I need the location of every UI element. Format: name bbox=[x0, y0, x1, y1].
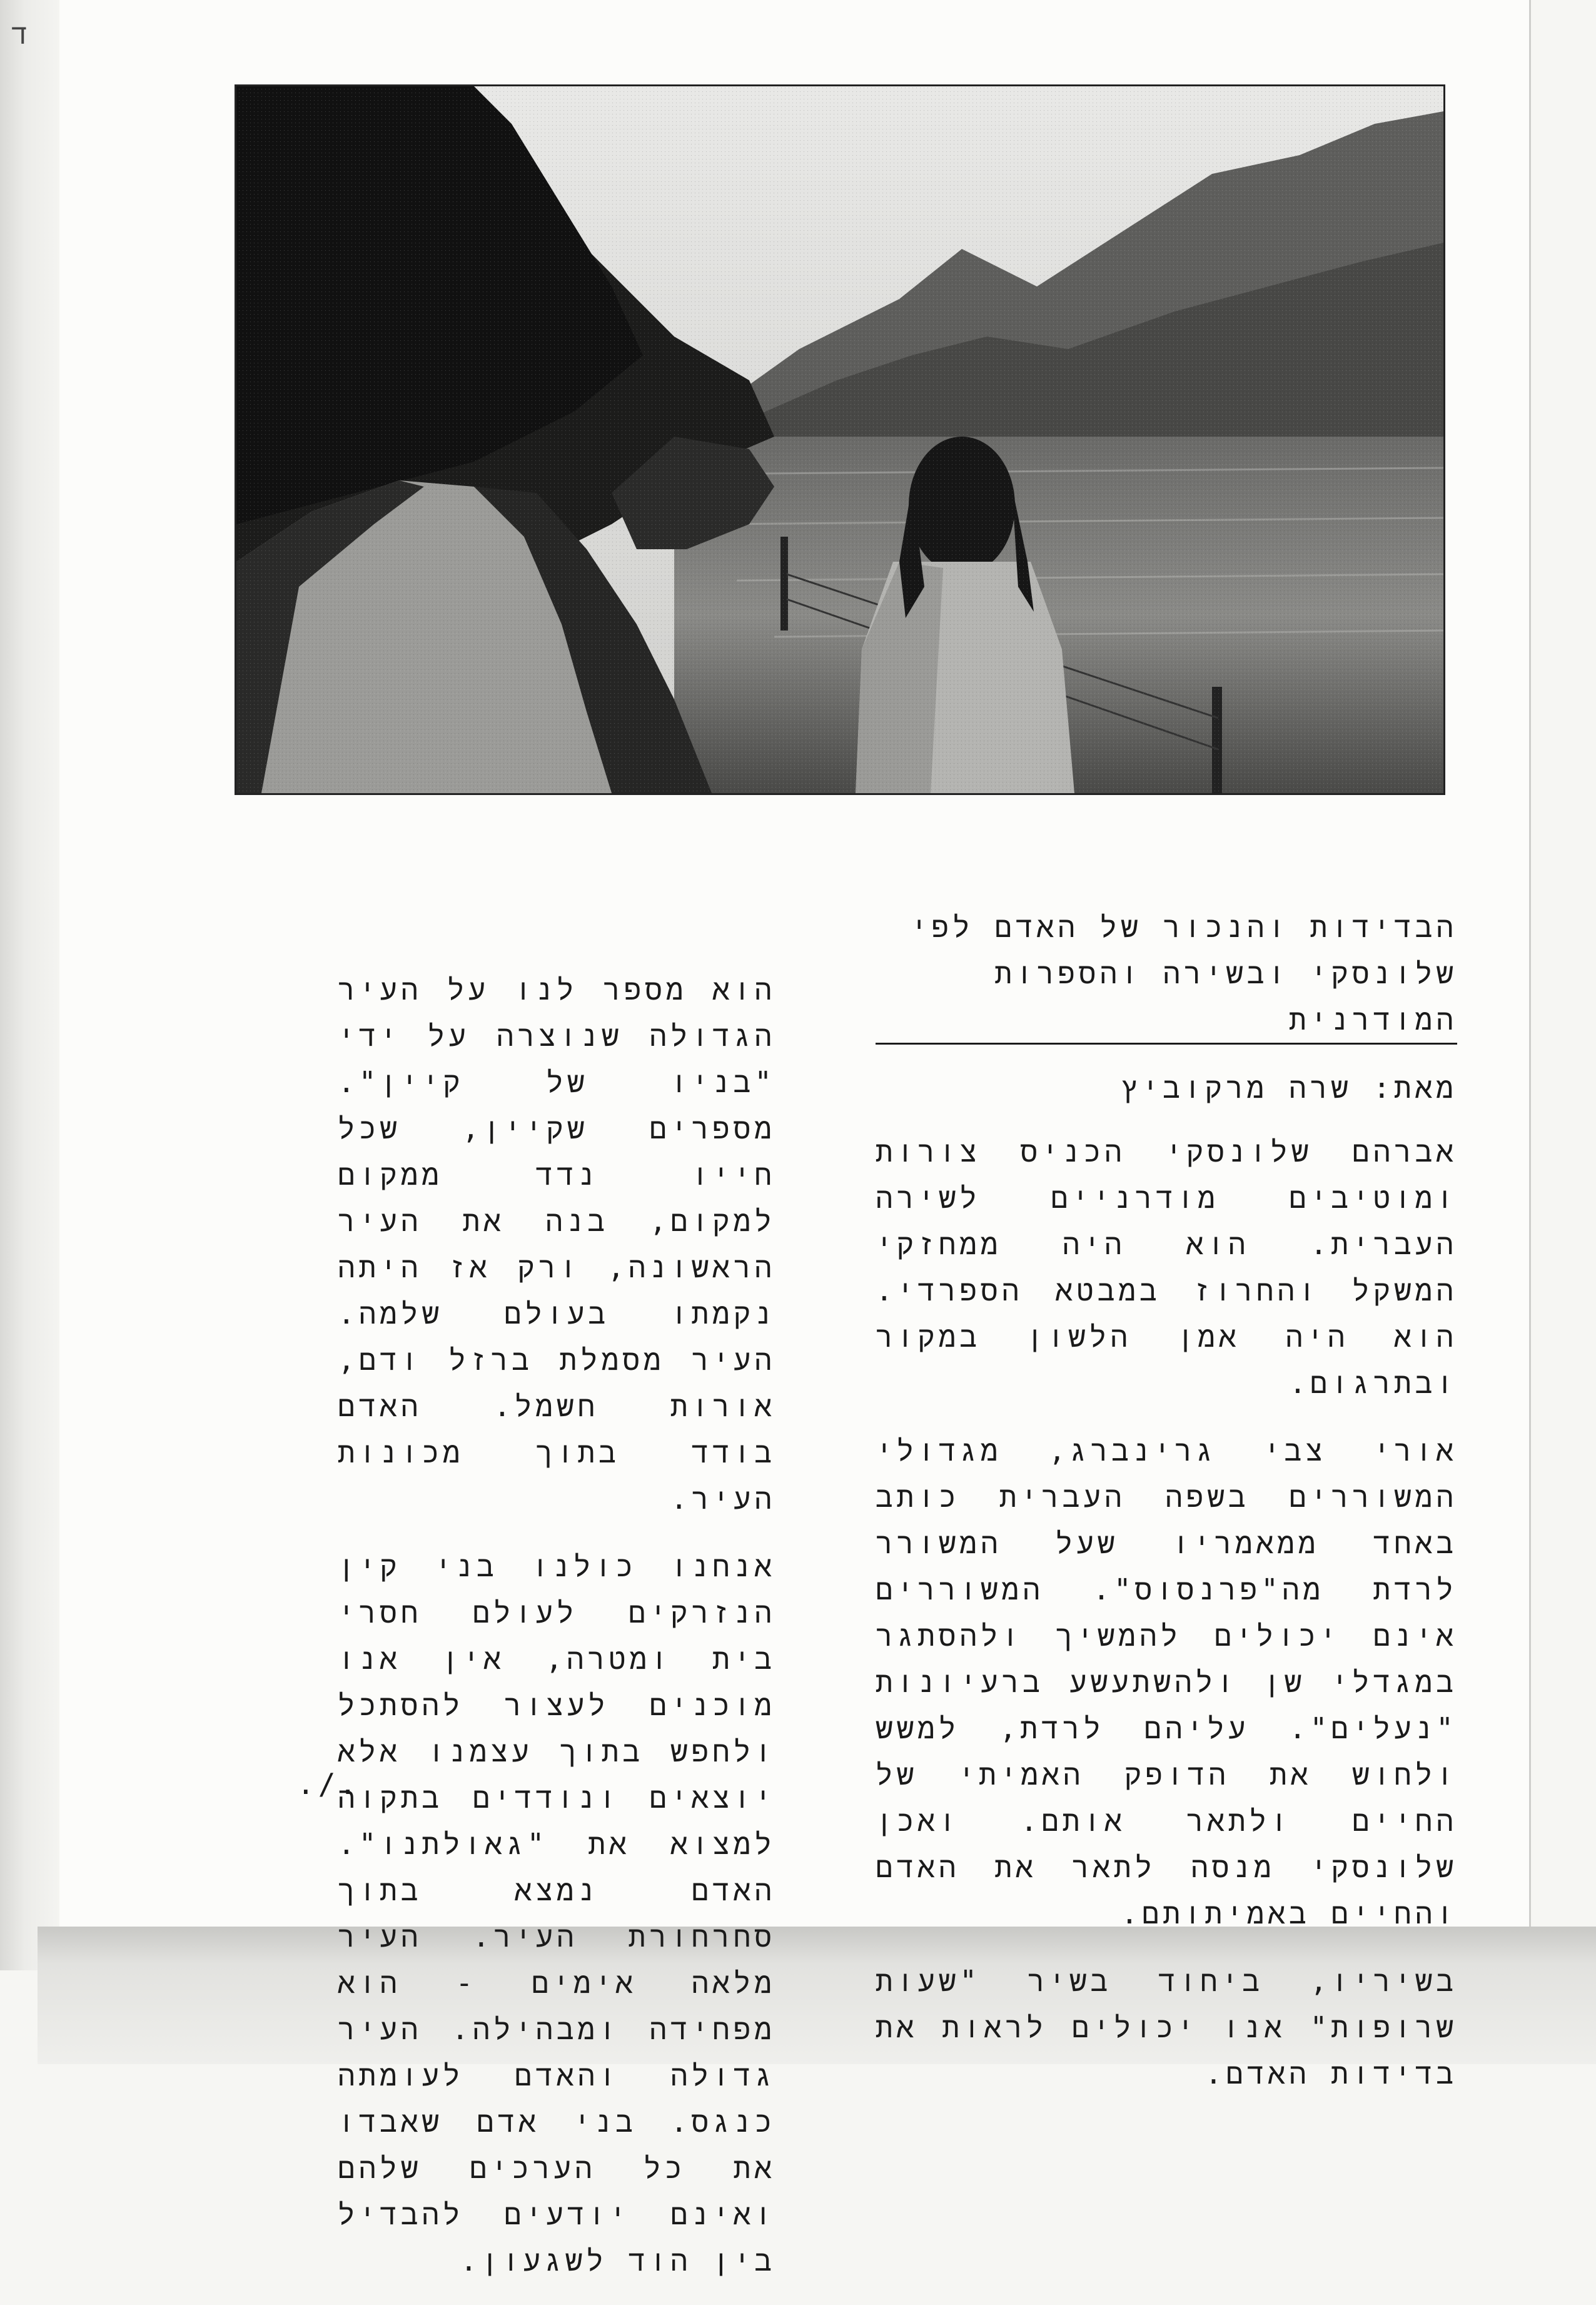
paragraph: הוא מספר לנו על העיר הגדולה שנוצרה על ידי "בניו של קיין". מספרים שקיין, שכל חייו נדד ממקום למקום, בנה את העיר הראשונה, ורק אז היתה נקמתו בעולם שלמה. העיר מסמלת ברזל ודם, אורות חשמל. האדם בודד בתוך מכונות העיר. bbox=[338, 973, 775, 1516]
article-title-line-1: הבדידות והנכור של האדם לפי bbox=[910, 910, 1457, 944]
article-title-line-2: שלונסקי ובשירה והספרות המודרנית bbox=[876, 950, 1457, 1045]
article-right-column bbox=[876, 904, 1457, 2118]
paragraph: אברהם שלונסקי הכניס צורות ומוטיבים מודרניים לשירה העברית. הוא היה ממחזקי המשקל והחרוז במבטא הספרדי. הוא היה אמן הלשון במקור ובתרגום. bbox=[876, 1135, 1457, 1400]
paragraph: בשיריו, ביחוד בשיר "שעות שרופות" אנו יכולים לראות את בדידות האדם. bbox=[876, 1964, 1457, 2090]
corner-mark: ד bbox=[11, 19, 28, 51]
article-left-column bbox=[338, 966, 775, 2305]
article-byline: מאת: שרה מרקוביץ bbox=[1121, 1071, 1457, 1105]
paragraph: אורי צבי גרינברג, מגדולי המשוררים בשפה העברית כותב באחד ממאמריו שעל המשורר לרדת מה"פרנסוס". המשוררים אינם יכולים להמשיך ולהסתגר במגדלי שן ולהשתעשע ברעיונות "נעלים". עליהם לרדת, למשש ולחוש את הדופק האמיתי של החיים ולתאר אותם. ואכן שלונסקי מנסה לתאר את האדם והחיים באמיתותם. bbox=[876, 1434, 1457, 1930]
landscape-photo-icon bbox=[236, 86, 1443, 793]
paragraph: אנחנו כולנו בני קין הנזרקים לעולם חסרי בית ומטרה, אין אנו מוכנים לעצור להסתכל ולחפש בתוך עצמנו אלא יוצאים ונודדים בתקוה למצוא את "גאולתנו". האדם נמצא בתוך סחרחורת העיר. העיר מלאה אימים - הוא מפחידה ומבהילה. העיר גדולה והאדם לעומתה כנגס. בני אדם שאבדו את כל הערכים שלהם ואינם יודעים להבדיל בין הוד לשגעון. bbox=[338, 1549, 775, 2277]
landscape-photo bbox=[235, 84, 1445, 795]
end-mark: ./. bbox=[297, 1767, 361, 1801]
binding-edge bbox=[0, 0, 61, 1970]
